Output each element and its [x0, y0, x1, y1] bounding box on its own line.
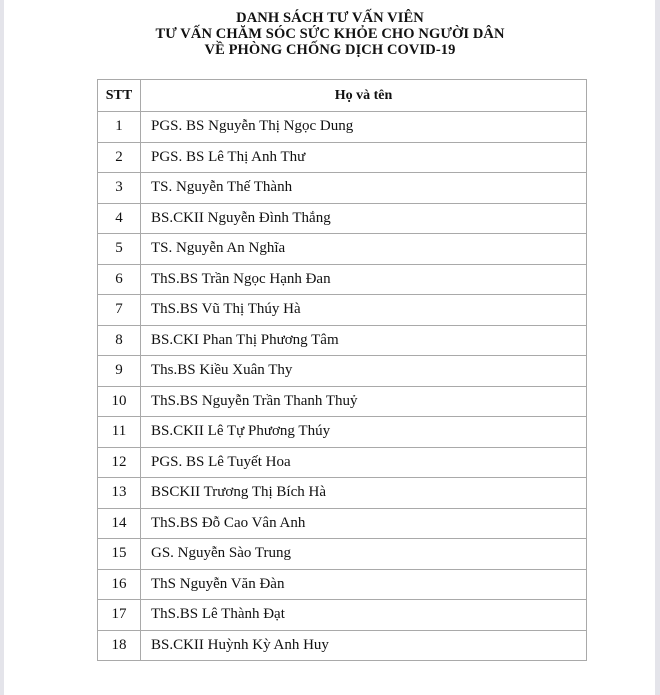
table-row — [98, 142, 587, 173]
document-title — [0, 10, 660, 58]
page-edge-left — [0, 0, 4, 695]
table-row — [98, 508, 587, 539]
table-row — [98, 325, 587, 356]
table-row — [98, 630, 587, 661]
title-line-1: DANH SÁCH TƯ VẤN VIÊN — [236, 10, 424, 26]
table-row — [98, 539, 587, 570]
row-stt: 10 — [98, 386, 141, 417]
row-name: ThS Nguyễn Văn Đàn — [141, 569, 587, 600]
row-stt: 11 — [98, 417, 141, 448]
row-name: BS.CKII Nguyễn Đình Thắng — [141, 203, 587, 234]
table-row — [98, 600, 587, 631]
table-row — [98, 356, 587, 387]
table-row — [98, 264, 587, 295]
table-header-row — [98, 80, 587, 112]
row-stt: 17 — [98, 600, 141, 631]
row-stt: 18 — [98, 630, 141, 661]
row-name: PGS. BS Lê Thị Anh Thư — [141, 142, 587, 173]
row-name: PGS. BS Lê Tuyết Hoa — [141, 447, 587, 478]
row-name: BSCKII Trương Thị Bích Hà — [141, 478, 587, 509]
row-name: ThS.BS Đỗ Cao Vân Anh — [141, 508, 587, 539]
title-line-2: TƯ VẤN CHĂM SÓC SỨC KHỎE CHO NGƯỜI DÂN — [155, 26, 505, 42]
row-stt: 15 — [98, 539, 141, 570]
row-stt: 14 — [98, 508, 141, 539]
row-stt: 3 — [98, 173, 141, 204]
table-row — [98, 173, 587, 204]
title-line-3: VỀ PHÒNG CHỐNG DỊCH COVID-19 — [204, 42, 456, 58]
row-stt: 13 — [98, 478, 141, 509]
row-stt: 5 — [98, 234, 141, 265]
row-name: TS. Nguyễn An Nghĩa — [141, 234, 587, 265]
row-name: Ths.BS Kiều Xuân Thy — [141, 356, 587, 387]
row-name: GS. Nguyễn Sào Trung — [141, 539, 587, 570]
header-stt: STT — [98, 80, 141, 112]
row-name: PGS. BS Nguyễn Thị Ngọc Dung — [141, 112, 587, 143]
row-name: ThS.BS Lê Thành Đạt — [141, 600, 587, 631]
row-stt: 2 — [98, 142, 141, 173]
row-stt: 12 — [98, 447, 141, 478]
row-name: BS.CKII Lê Tự Phương Thúy — [141, 417, 587, 448]
table-row — [98, 447, 587, 478]
row-name: ThS.BS Vũ Thị Thúy Hà — [141, 295, 587, 326]
row-stt: 4 — [98, 203, 141, 234]
row-stt: 6 — [98, 264, 141, 295]
advisors-table — [97, 79, 587, 661]
row-stt: 1 — [98, 112, 141, 143]
table-row — [98, 569, 587, 600]
row-stt: 16 — [98, 569, 141, 600]
table-row — [98, 295, 587, 326]
table-row — [98, 234, 587, 265]
table-row — [98, 112, 587, 143]
row-stt: 8 — [98, 325, 141, 356]
table-row — [98, 386, 587, 417]
row-name: ThS.BS Trần Ngọc Hạnh Đan — [141, 264, 587, 295]
row-name: ThS.BS Nguyễn Trần Thanh Thuỷ — [141, 386, 587, 417]
page-edge-right — [655, 0, 660, 695]
header-name: Họ và tên — [141, 80, 587, 112]
table-row — [98, 417, 587, 448]
row-name: BS.CKII Huỳnh Kỳ Anh Huy — [141, 630, 587, 661]
row-stt: 9 — [98, 356, 141, 387]
row-name: BS.CKI Phan Thị Phương Tâm — [141, 325, 587, 356]
table-row — [98, 478, 587, 509]
table-body — [98, 112, 587, 661]
table-row — [98, 203, 587, 234]
row-name: TS. Nguyễn Thế Thành — [141, 173, 587, 204]
row-stt: 7 — [98, 295, 141, 326]
